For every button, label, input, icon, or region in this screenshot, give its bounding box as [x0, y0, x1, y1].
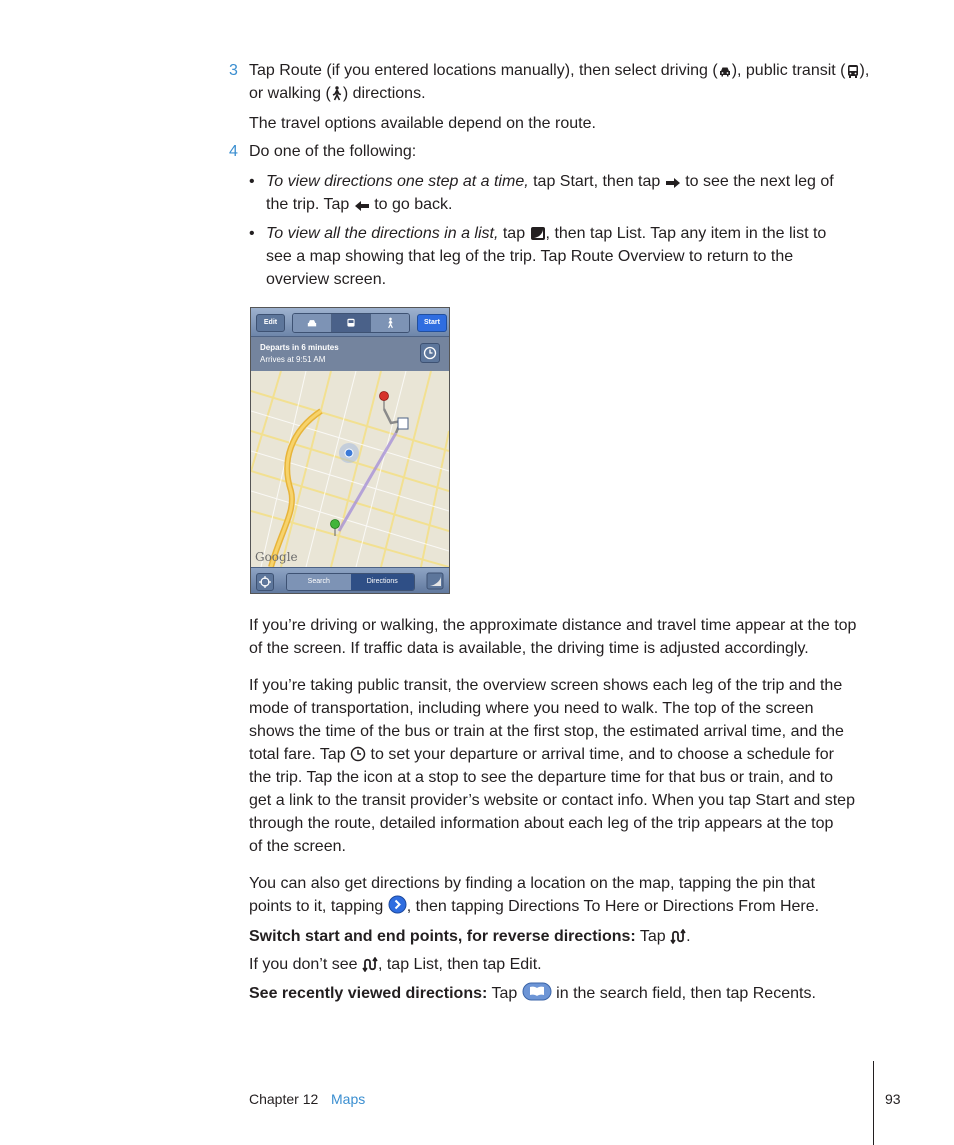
para2-line6: get a link to the transit provider’s website or contact info. When you tap Start and step: [249, 792, 855, 809]
driving-mode-button[interactable]: [293, 314, 332, 332]
departs-label: Departs in 6 minutes: [260, 343, 339, 352]
bullet1-line2: the trip. Tap to go back.: [266, 196, 453, 213]
car-icon: [718, 65, 732, 78]
para2-line3: shows the time of the bus or train at the first stop, the estimated arrival time, and the: [249, 723, 844, 740]
locate-icon: [257, 574, 273, 590]
map-view[interactable]: [251, 371, 449, 567]
page-curl-icon: [530, 226, 546, 241]
arrow-left-icon: [354, 200, 370, 212]
bullet-mark: •: [249, 225, 255, 242]
para2-line8: of the screen.: [249, 838, 346, 855]
bookmarks-icon: [522, 982, 552, 1001]
dont-see-line: If you don’t see , tap List, then tap Edit.: [249, 956, 542, 973]
recent-line: See recently viewed directions: Tap in the search field, then tap Recents.: [249, 982, 879, 1005]
bullet1-line1: To view directions one step at a time, tap Start, then tap to see the next leg of: [266, 173, 834, 190]
walking-icon: [331, 86, 343, 101]
page-number: 93: [885, 1091, 901, 1107]
bus-icon: [346, 317, 356, 329]
directions-tab[interactable]: Directions: [351, 574, 415, 590]
bus-icon: [846, 64, 860, 78]
step-number: 3: [229, 62, 238, 79]
trip-summary: [251, 337, 449, 371]
bullet-mark: •: [249, 173, 255, 190]
para2-line7: through the route, detailed information about each leg of the trip appears at the top: [249, 815, 834, 832]
step3-line1: Tap Route (if you entered locations manually), then select driving ( ), public transit ( ),: [249, 62, 870, 79]
swap-icon: [670, 929, 686, 944]
clock-icon: [350, 746, 366, 762]
step3-line2: or walking ( ) directions.: [249, 85, 426, 102]
footer-section-link[interactable]: Maps: [331, 1091, 366, 1107]
step-number: 4: [229, 143, 238, 160]
para2-line2: mode of transportation, including where you need to walk. The top of the screen: [249, 700, 814, 717]
bullet2-line1: To view all the directions in a list, tap , then tap List. Tap any item in the list to: [266, 225, 827, 242]
car-icon: [306, 318, 318, 328]
para1-line1: If you’re driving or walking, the approximate distance and travel time appear at the top: [249, 617, 857, 634]
footer-chapter: Chapter 12: [249, 1091, 319, 1107]
arrives-label: Arrives at 9:51 AM: [260, 355, 326, 364]
para3-line2: points to it, tapping , then tapping Directions To Here or Directions From Here.: [249, 895, 879, 918]
para1-line2: of the screen. If traffic data is available, the driving time is adjusted accordingly.: [249, 640, 809, 657]
edit-button[interactable]: Edit: [256, 314, 285, 332]
map-graphic: [251, 371, 449, 567]
directions-toolbar: [251, 308, 449, 337]
start-button[interactable]: Start: [417, 314, 447, 332]
search-directions-control[interactable]: [286, 573, 415, 591]
step4-text: Do one of the following:: [249, 143, 417, 160]
switch-line: Switch start and end points, for reverse directions: Tap .: [249, 928, 691, 945]
bottom-toolbar: [251, 567, 449, 594]
transport-mode-control[interactable]: [292, 313, 410, 333]
para2-line1: If you’re taking public transit, the overview screen shows each leg of the trip and the: [249, 677, 843, 694]
bullet2-line2: see a map showing that leg of the trip. Tap Route Overview to return to the: [266, 248, 794, 265]
swap-icon: [362, 957, 378, 972]
maps-screenshot: [250, 307, 450, 594]
search-tab[interactable]: Search: [287, 574, 351, 590]
locate-button[interactable]: [256, 573, 274, 591]
bullet2-line3: overview screen.: [266, 271, 387, 288]
para2-line5: the trip. Tap the icon at a stop to see the departure time for that bus or train, and to: [249, 769, 834, 786]
google-logo: Google: [255, 550, 298, 564]
step3-note: The travel options available depend on the route.: [249, 115, 596, 132]
arrow-right-icon: [665, 177, 681, 189]
footer-divider: [873, 1061, 874, 1145]
para2-line4: total fare. Tap to set your departure or arrival time, and to choose a schedule for: [249, 746, 834, 763]
page-curl-icon[interactable]: [426, 572, 444, 590]
clock-button[interactable]: [420, 343, 440, 363]
walking-icon: [386, 317, 395, 329]
clock-icon: [421, 344, 439, 362]
para3-line1: You can also get directions by finding a location on the map, tapping the pin that: [249, 875, 816, 892]
transit-mode-button[interactable]: [332, 314, 371, 332]
detail-disclosure-icon: [388, 895, 407, 914]
walking-mode-button[interactable]: [371, 314, 409, 332]
